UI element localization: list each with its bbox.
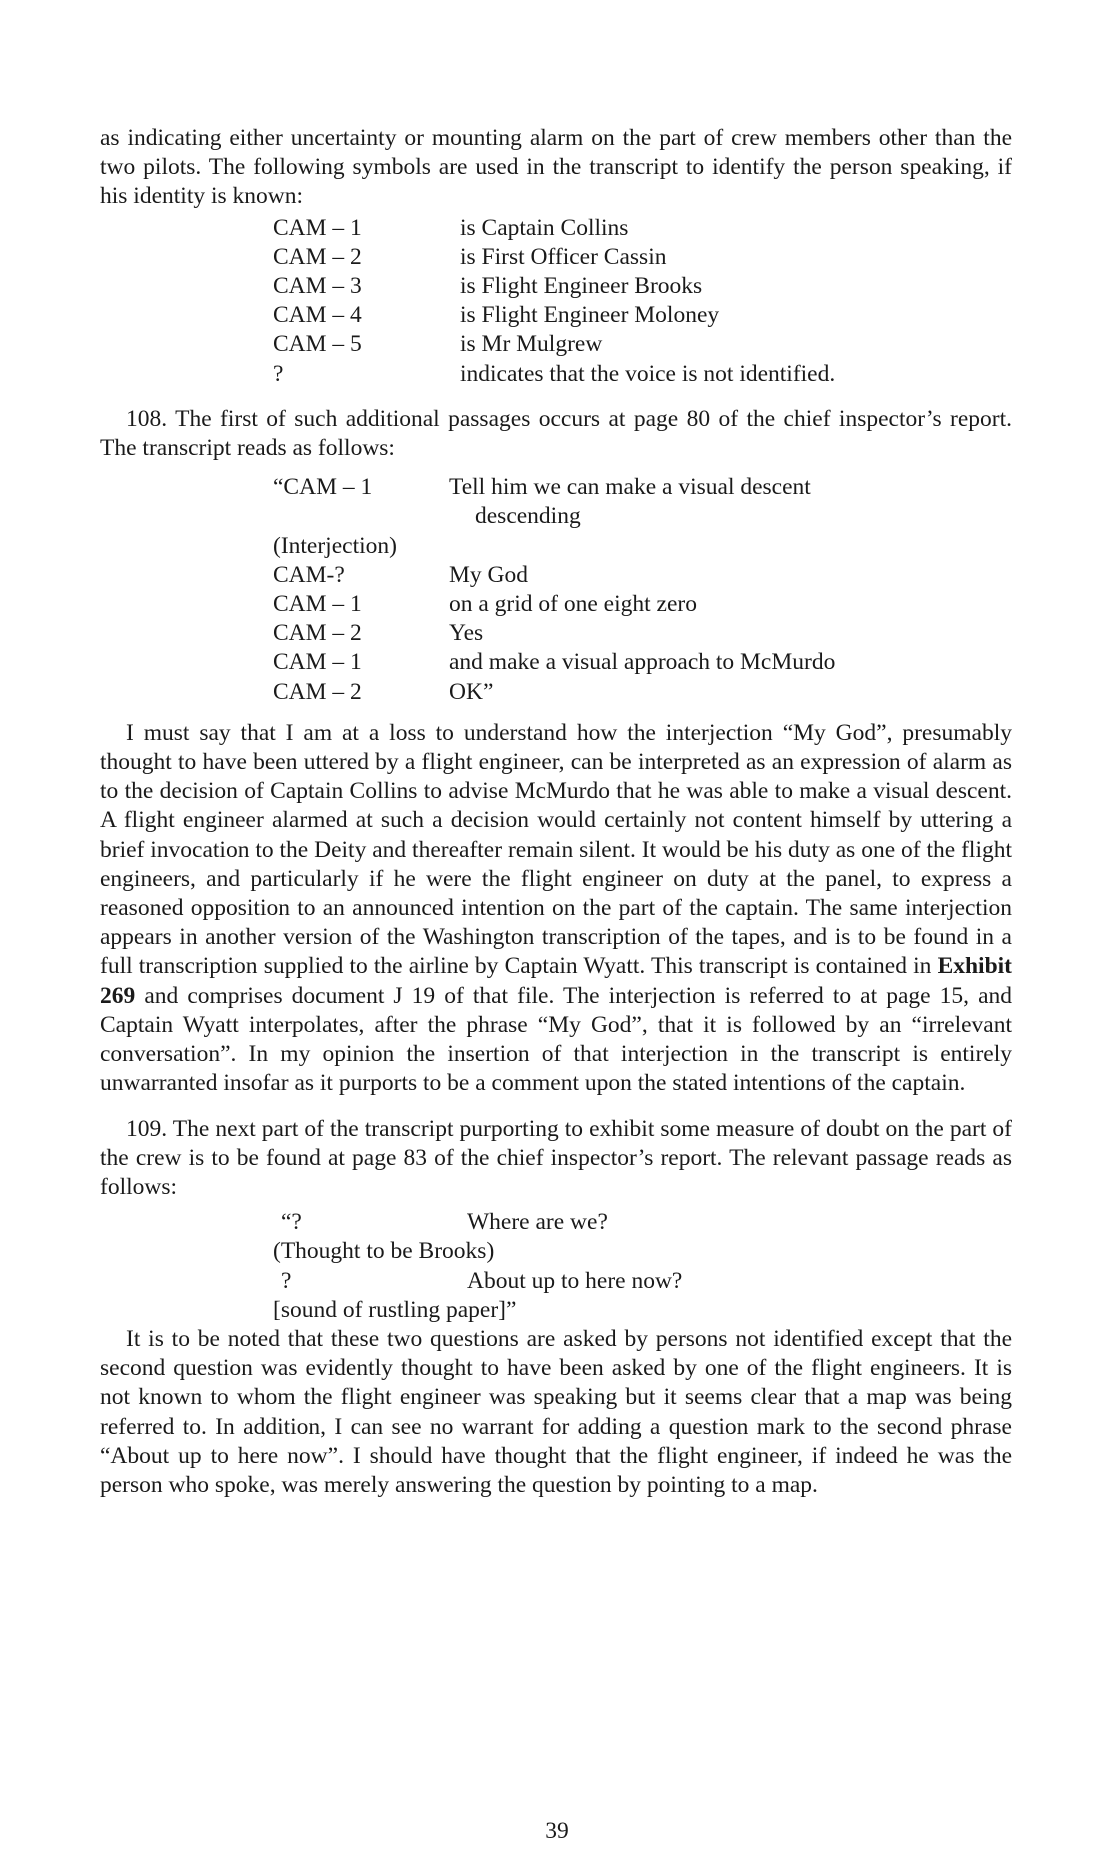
transcript-row: [273, 590, 1012, 619]
transcript-text: on a grid of one eight zero: [449, 591, 697, 618]
transcript-row: [273, 1267, 1012, 1296]
transcript-text-wrap: [449, 473, 1012, 531]
symbol-row: [273, 301, 1012, 330]
transcript-text: Tell him we can make a visual descent: [449, 474, 811, 501]
transcript-text: and make a visual approach to McMurdo: [449, 649, 836, 676]
transcript-row: [273, 561, 1012, 590]
symbol-meaning: is First Officer Cassin: [460, 243, 667, 270]
transcript-row: [273, 678, 1012, 707]
page-body: [100, 124, 1012, 1500]
transcript-text: Yes: [449, 620, 484, 647]
discussion-text-part1: I must say that I am at a loss to understand how the interjection “My God”, presumably thought to have been uttered by a flight engineer, can be interpreted as an expression of alarm as to the decision of Captain Collins to advise McMurdo that he was able to make a visual descent. A flight engineer alarmed at such a decision would certainly not content himself by uttering a brief invocation to the Deity and thereafter remain silent. It would be his duty as one of the flight engineers, and particularly if he were the flight engineer on duty at the panel, to express a reasoned opposition to an announced intention on the part of the captain. The same interjection appears in another version of the Washington transcription of the tapes, and is to be found in a full transcription supplied to the airline by Captain Wyatt. This transcript is contained in: [100, 719, 1012, 980]
speaker-code: CAM – 1: [273, 649, 362, 676]
paragraph-108: 108. The first of such additional passages occurs at page 80 of the chief inspector’s report. The transcript reads as follows:: [100, 405, 1012, 462]
sound-note: [sound of rustling paper]”: [273, 1296, 517, 1323]
page-number: 39: [545, 1818, 569, 1844]
symbol-meaning: is Captain Collins: [460, 214, 629, 241]
symbol-row: [273, 330, 1012, 359]
transcript-excerpt-2: [273, 1208, 1012, 1325]
speaker-symbols-table: [273, 214, 1012, 389]
symbol-meaning: is Flight Engineer Brooks: [460, 273, 703, 300]
conclusion-paragraph: It is to be noted that these two questions are asked by persons not identified except that the second question was evidently thought to have been asked by one of the flight engineers. It is not known to whom the flight engineer was speaking but it seems clear that a map was being referred to. In addition, I can see no warrant for adding a question mark to the second phrase “About up to here now”. I should have thought that the flight engineer, if indeed he was the person who spoke, was merely answering the question by pointing to a map.: [100, 1325, 1012, 1498]
speaker-code: CAM – 1: [273, 591, 362, 618]
speaker-code: ?: [281, 1267, 292, 1294]
transcript-excerpt-1: [273, 473, 1012, 707]
discussion-paragraph: [100, 719, 1012, 1099]
symbol-code: CAM – 4: [273, 302, 362, 329]
symbol-code: ?: [273, 360, 284, 387]
transcript-text: OK”: [449, 678, 494, 705]
transcript-row: [273, 1208, 1012, 1237]
transcript-row: [273, 648, 1012, 677]
symbol-meaning: indicates that the voice is not identified.: [460, 360, 836, 387]
symbol-row: [273, 360, 1012, 389]
speaker-code: CAM – 2: [273, 620, 362, 647]
transcript-text: About up to here now?: [467, 1267, 683, 1294]
intro-paragraph: as indicating either uncertainty or mounting alarm on the part of crew members other than the two pilots. The following symbols are used in the transcript to identify the person speaking, if his identity is known:: [100, 125, 1012, 210]
transcript-row: [273, 473, 1012, 531]
transcript-text: My God: [449, 561, 528, 588]
speaker-code: CAM-?: [273, 561, 345, 588]
transcript-row: [273, 619, 1012, 648]
transcript-text-continued: descending: [475, 503, 581, 530]
exhibit-reference: Exhibit 269: [100, 953, 1013, 1009]
paragraph-109: 109. The next part of the transcript purporting to exhibit some measure of doubt on the part of the crew is to be found at page 83 of the chief inspector’s report. The relevant passage reads as follows:: [100, 1115, 1012, 1200]
symbol-row: [273, 272, 1012, 301]
symbol-row: [273, 214, 1012, 243]
transcript-text: Where are we?: [467, 1209, 608, 1236]
speaker-code: “?: [281, 1209, 302, 1236]
interjection-note: (Interjection): [273, 532, 397, 559]
symbol-meaning: is Mr Mulgrew: [460, 331, 603, 358]
speaker-note: (Thought to be Brooks): [273, 1238, 495, 1265]
symbol-code: CAM – 2: [273, 243, 362, 270]
symbol-code: CAM – 5: [273, 331, 362, 358]
symbol-code: CAM – 3: [273, 273, 362, 300]
symbol-meaning: is Flight Engineer Moloney: [460, 302, 720, 329]
symbol-row: [273, 243, 1012, 272]
symbol-code: CAM – 1: [273, 214, 362, 241]
discussion-text-part2: and comprises document J 19 of that file. The interjection is referred to at page 15, and Captain Wyatt interpolates, after the phrase “My God”, that it is followed by an “irrelevant conversation”. In my opinion the insertion of that interjection in the transcript is entirely unwarranted insofar as it purports to be a comment upon the stated intentions of the captain.: [100, 982, 1012, 1097]
speaker-code: “CAM – 1: [273, 474, 373, 501]
speaker-code: CAM – 2: [273, 678, 362, 705]
